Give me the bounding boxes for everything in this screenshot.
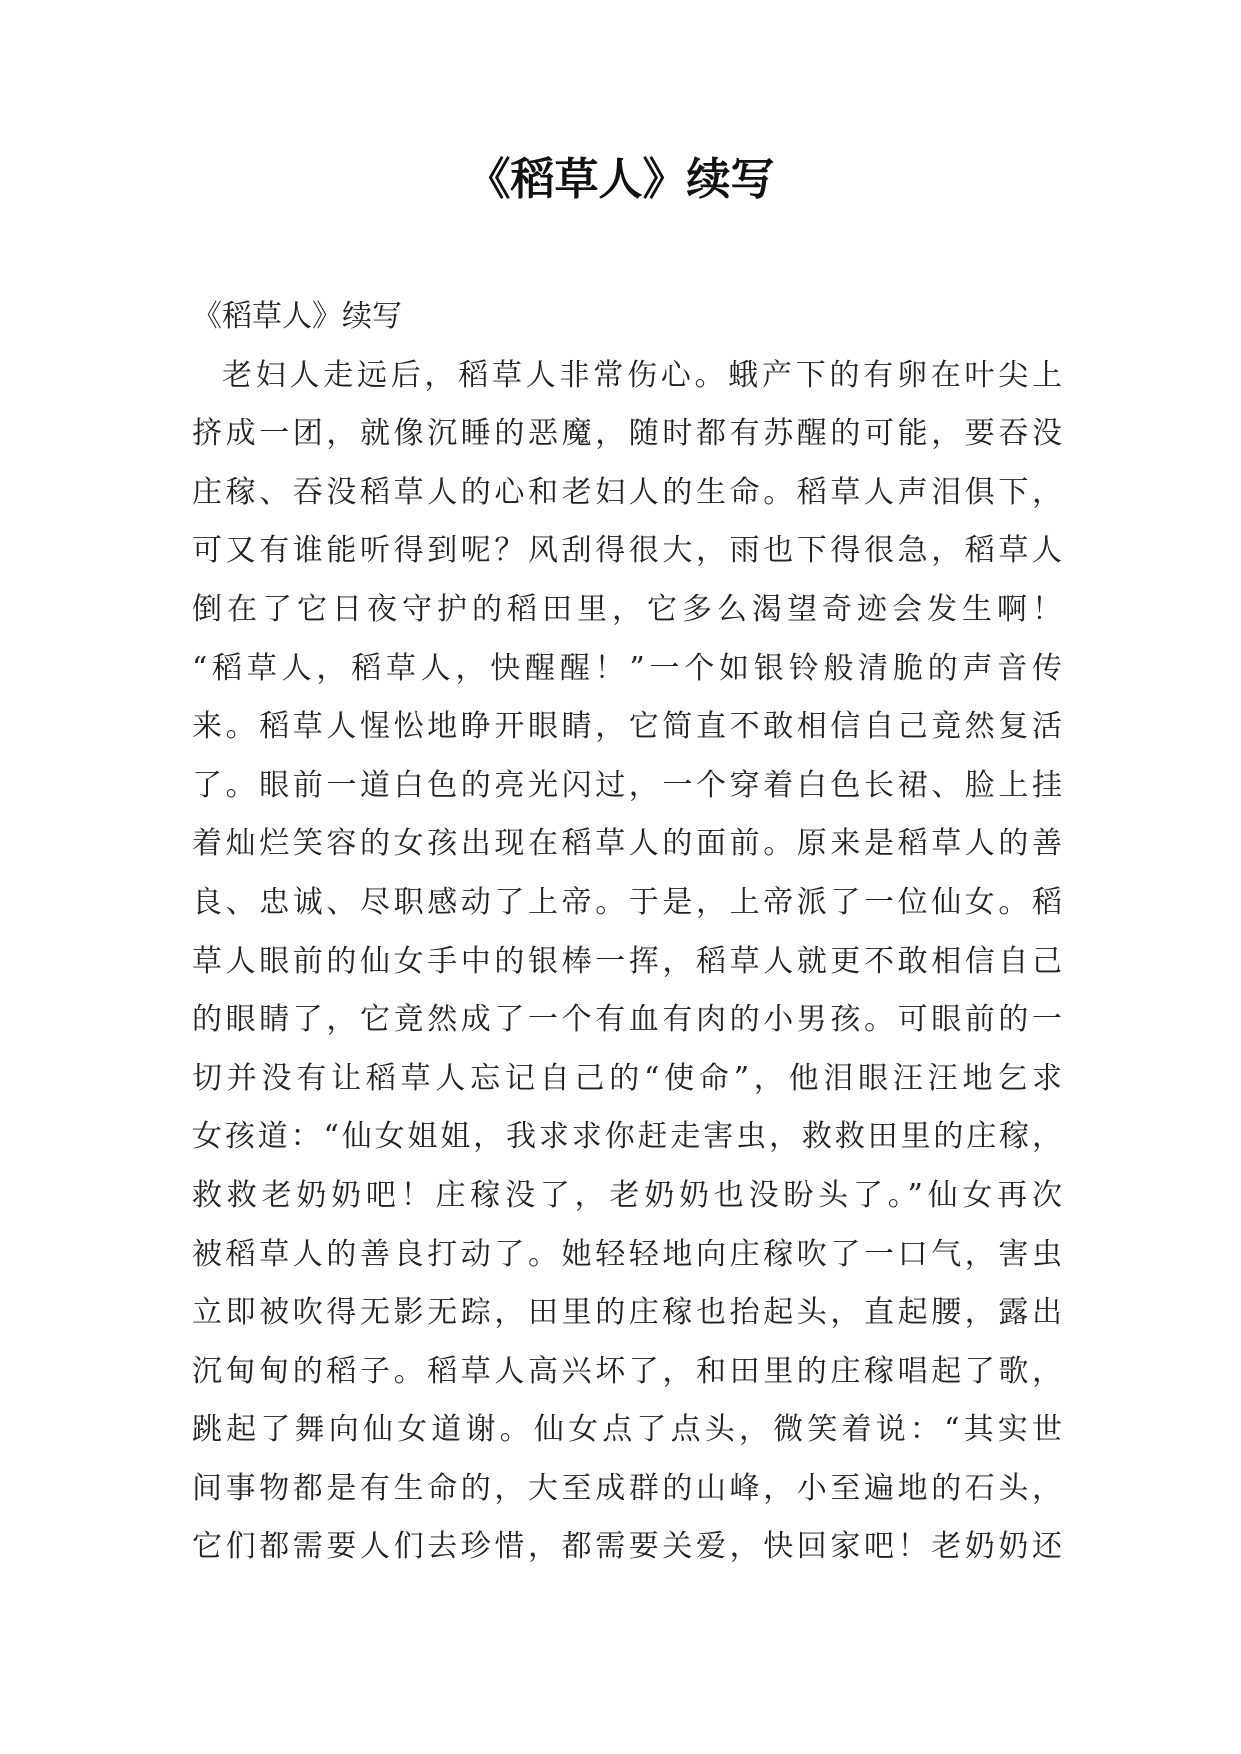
text-line: 跳起了舞向仙女道谢。仙女点了点头，微笑着说：“其实世 bbox=[192, 1412, 1062, 1448]
article-subtitle: 《稻草人》续写 bbox=[192, 299, 402, 334]
text-line: 良、忠诚、尽职感动了上帝。于是，上帝派了一位仙女。稻 bbox=[192, 884, 1062, 920]
text-line: 间事物都是有生命的，大至成群的山峰，小至遍地的石头， bbox=[192, 1470, 1062, 1506]
text-line: 立即被吹得无影无踪，田里的庄稼也抬起头，直起腰，露出 bbox=[192, 1295, 1062, 1331]
text-line: 救救老奶奶吧！庄稼没了，老奶奶也没盼头了。”仙女再次 bbox=[192, 1177, 1062, 1213]
document-title: 《稻草人》续写 bbox=[466, 154, 775, 205]
text-line: 沉甸甸的稻子。稻草人高兴坏了，和田里的庄稼唱起了歌， bbox=[192, 1353, 1062, 1389]
text-line: 老妇人走远后，稻草人非常伤心。蛾产下的有卵在叶尖上 bbox=[222, 357, 1062, 393]
text-line: 着灿烂笑容的女孩出现在稻草人的面前。原来是稻草人的善 bbox=[192, 826, 1062, 862]
text-line: “稻草人，稻草人，快醒醒！”一个如银铃般清脆的声音传 bbox=[192, 650, 1062, 686]
text-line: 的眼睛了，它竟然成了一个有血有肉的小男孩。可眼前的一 bbox=[192, 1002, 1062, 1038]
text-line: 它们都需要人们去珍惜，都需要关爱，快回家吧！老奶奶还 bbox=[192, 1529, 1062, 1565]
text-line: 了。眼前一道白色的亮光闪过，一个穿着白色长裙、脸上挂 bbox=[192, 767, 1062, 803]
document-body bbox=[192, 288, 1062, 1577]
text-line: 切并没有让稻草人忘记自己的“使命”，他泪眼汪汪地乞求 bbox=[192, 1060, 1062, 1096]
text-line: 草人眼前的仙女手中的银棒一挥，稻草人就更不敢相信自己 bbox=[192, 943, 1062, 979]
text-line: 女孩道：“仙女姐姐，我求求你赶走害虫，救救田里的庄稼， bbox=[192, 1119, 1062, 1155]
text-line: 来。稻草人惺忪地睁开眼睛，它简直不敢相信自己竟然复活 bbox=[192, 709, 1062, 745]
text-line: 被稻草人的善良打动了。她轻轻地向庄稼吹了一口气，害虫 bbox=[192, 1236, 1062, 1272]
text-line: 倒在了它日夜守护的稻田里，它多么渴望奇迹会发生啊！ bbox=[192, 591, 1062, 627]
text-line: 庄稼、吞没稻草人的心和老妇人的生命。稻草人声泪俱下， bbox=[192, 474, 1062, 510]
text-line: 可又有谁能听得到呢？风刮得很大，雨也下得很急，稻草人 bbox=[192, 533, 1062, 569]
text-line: 挤成一团，就像沉睡的恶魔，随时都有苏醒的可能，要吞没 bbox=[192, 416, 1062, 452]
